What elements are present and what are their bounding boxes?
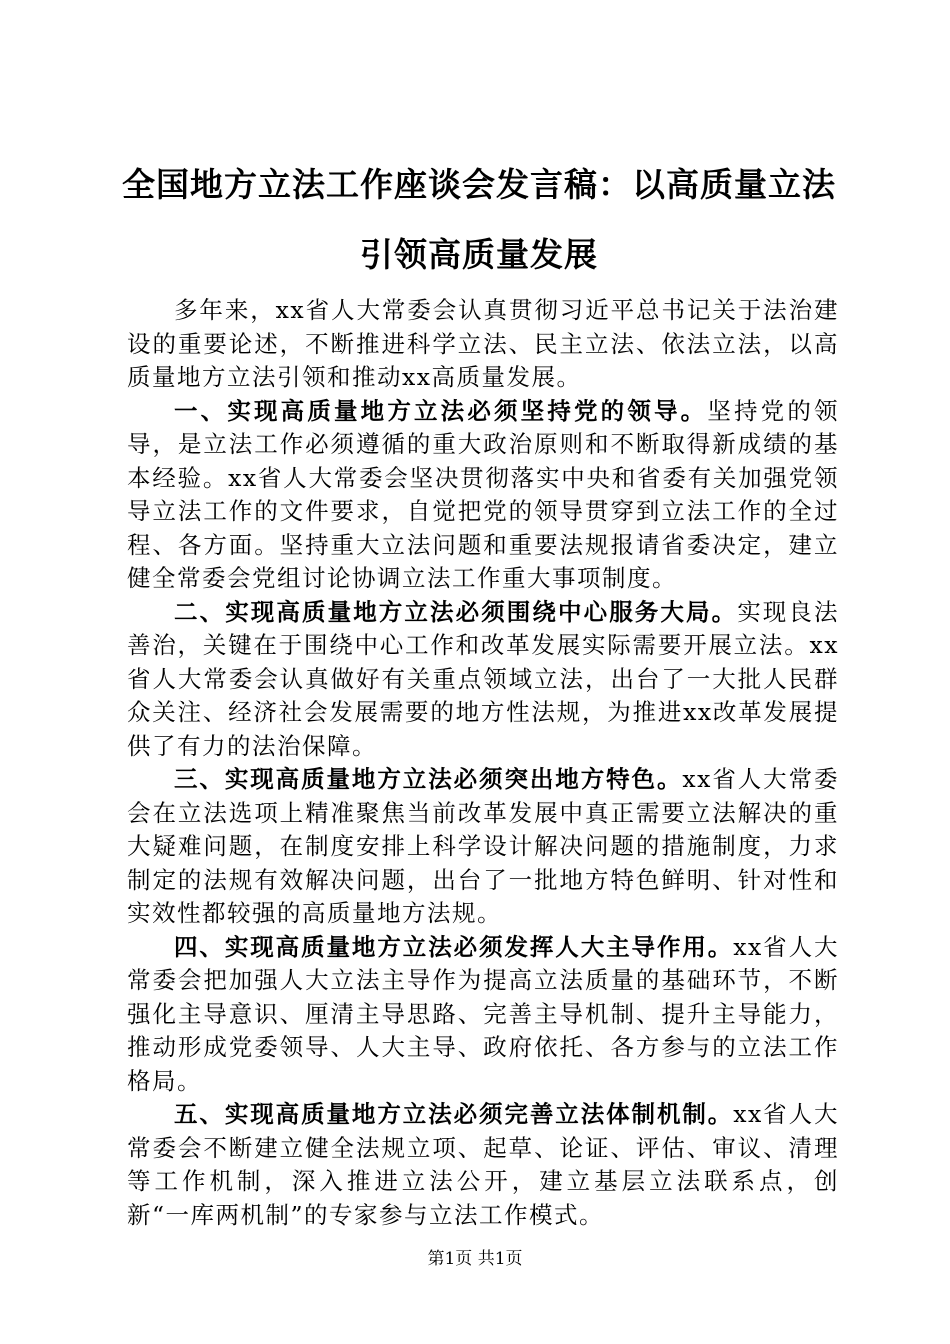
page-footer: 第1页 共1页 [427,1249,523,1269]
intro-paragraph: 多年来，xx省人大常委会认真贯彻习近平总书记关于法治建设的重要论述，不断推进科学立法、民主立法、依法立法，以高质量地方立法引领和推动xx高质量发展。 [127,296,839,391]
section-4-heading: 四、实现高质量地方立法必须发挥人大主导作用。 [174,932,734,961]
section-3-paragraph [127,763,839,931]
document-body [127,294,839,1232]
section-2-paragraph [127,596,839,764]
section-2-text: 实现良法善治，关键在于围绕中心工作和改革发展实际需要开展立法。xx省人大常委会认真做好有关重点领域立法，出台了一大批人民群众关注、经济社会发展需要的地方性法规，为推进xx改革发展提供了有力的法治保障。 [127,597,840,760]
section-4-paragraph [127,931,839,1099]
section-3-heading: 三、实现高质量地方立法必须突出地方特色。 [174,765,683,793]
document-title: 全国地方立法工作座谈会发言稿：以高质量立法引领高质量发展 [122,165,836,274]
section-1-text: 坚持党的领导，是立法工作必须遵循的重大政治原则和不断取得新成绩的基本经验。xx省人大常委会坚决贯彻落实中央和省委有关加强党领导立法工作的文件要求，自觉把党的领导贯穿到立法工作的全过程、各方面。坚持重大立法问题和重要法规报请省委决定，建立健全常委会党组讨论协调立法工作重大事项制度。 [127,396,840,592]
section-1-heading: 一、实现高质量地方立法必须坚持党的领导。 [174,396,708,425]
section-2-heading: 二、实现高质量地方立法必须围绕中心服务大局。 [174,597,738,626]
section-4-text: xx省人大常委会把加强人大立法主导作为提高立法质量的基础环节，不断强化主导意识、厘清主导思路、完善主导机制、提升主导能力，推动形成党委领导、人大主导、政府依托、各方参与的立法工作格局。 [127,932,839,1095]
section-5-text: xx省人大常委会不断建立健全法规立项、起草、论证、评估、审议、清理等工作机制，深入推进立法公开，建立基层立法联系点，创新“一库两机制”的专家参与立法工作模式。 [127,1100,839,1229]
section-5-paragraph [127,1098,839,1232]
section-3-text: xx省人大常委会在立法选项上精准聚焦当前改革发展中真正需要立法解决的重大疑难问题，在制度安排上科学设计解决问题的措施制度，力求制定的法规有效解决问题，出台了一批地方特色鲜明、针对性和实效性都较强的高质量地方法规。 [127,765,839,927]
section-5-heading: 五、实现高质量地方立法必须完善立法体制机制。 [174,1100,734,1128]
section-1-paragraph [127,395,839,596]
